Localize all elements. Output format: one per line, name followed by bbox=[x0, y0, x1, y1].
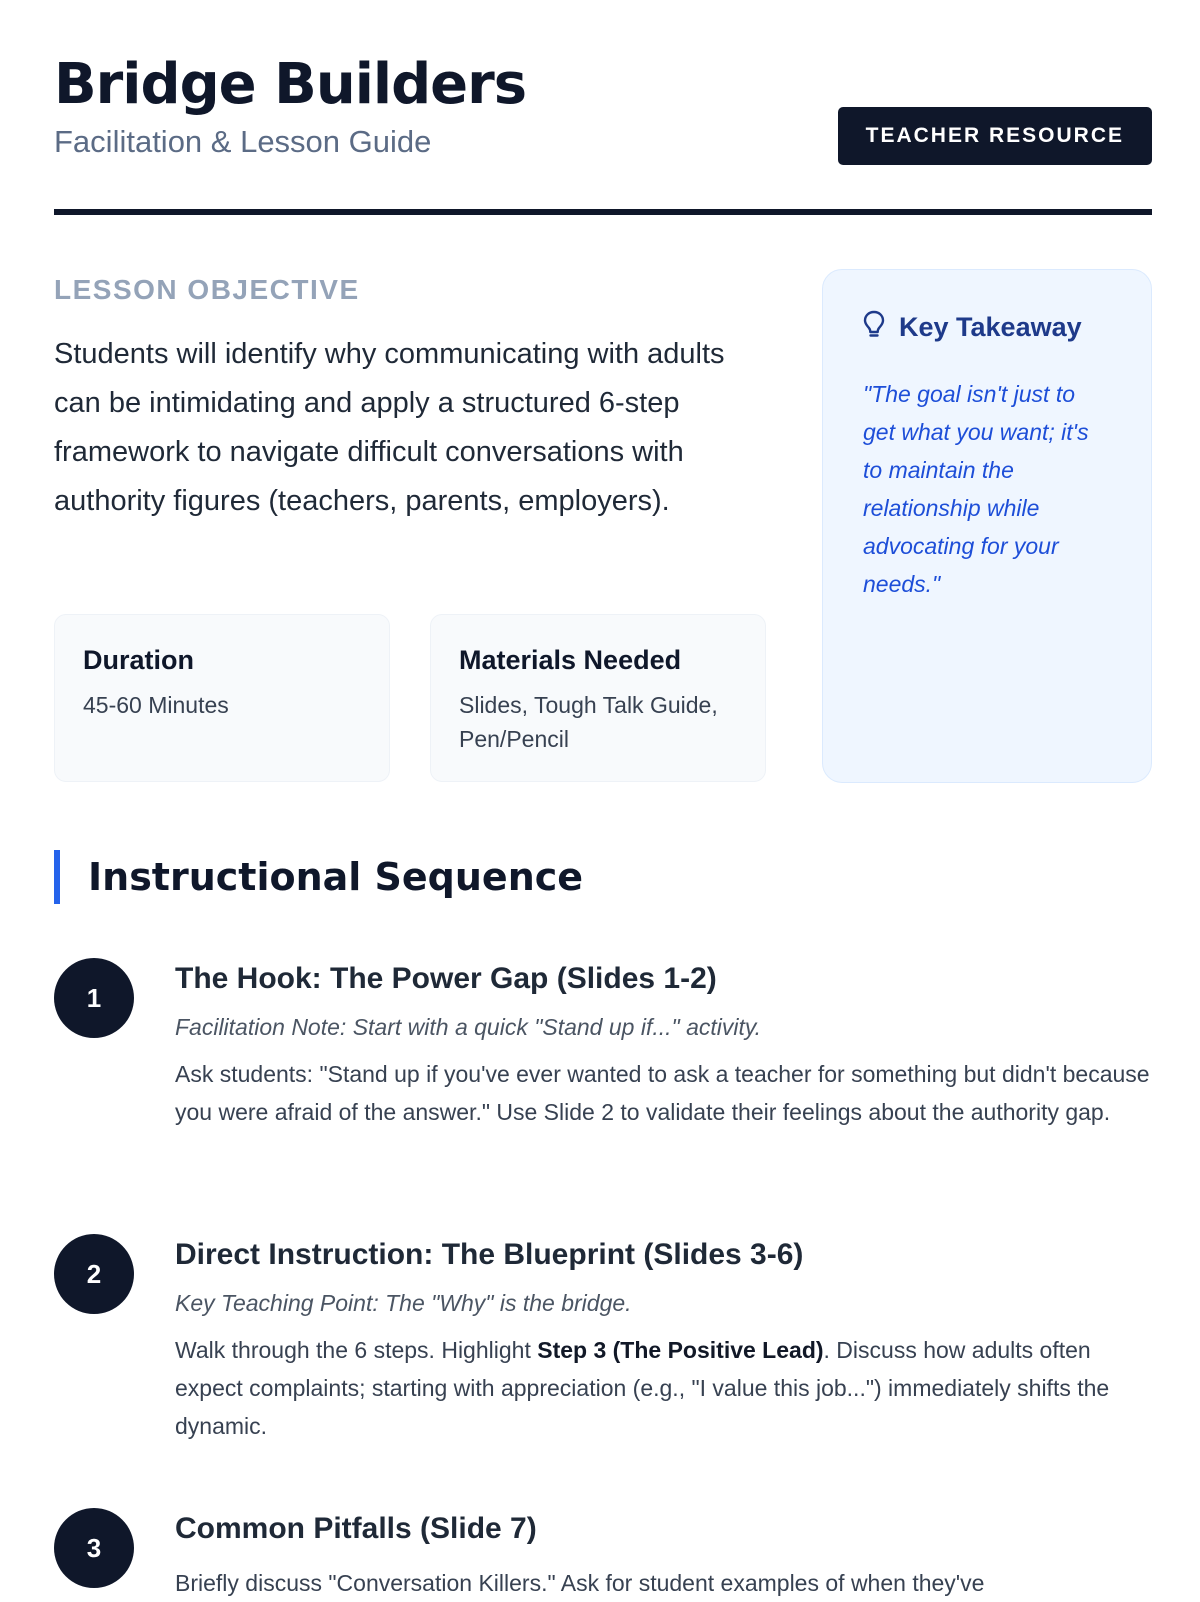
step-text: Ask students: "Stand up if you've ever wanted to ask a teacher for something but didn't because you were afraid of the answer." Use Slide 2 to validate their feelings about the authority gap. bbox=[175, 1061, 1150, 1125]
step-note: Key Teaching Point: The "Why" is the bridge. bbox=[175, 1290, 632, 1316]
section-title: Instructional Sequence bbox=[88, 855, 584, 899]
step-text: Briefly discuss "Conversation Killers." Ask for student examples of when they've bbox=[175, 1570, 985, 1596]
step-number: 3 bbox=[54, 1508, 134, 1588]
step-text-after: . Discuss how adults often expect complaints; starting with appreciation (e.g., "I value this job...") immediately shifts the dynamic. bbox=[175, 1337, 1110, 1439]
takeaway-header bbox=[863, 310, 1111, 345]
materials-value: Slides, Tough Talk Guide, Pen/Pencil bbox=[459, 692, 718, 752]
lightbulb-icon bbox=[863, 310, 885, 345]
step-text-before: Walk through the 6 steps. Highlight bbox=[175, 1337, 538, 1363]
step-number: 2 bbox=[54, 1234, 134, 1314]
objective-label: LESSON OBJECTIVE bbox=[54, 274, 360, 305]
step-body bbox=[175, 958, 1152, 1131]
takeaway-title: Key Takeaway bbox=[899, 312, 1082, 342]
step-body bbox=[175, 1234, 1152, 1445]
lesson-guide-page bbox=[54, 0, 1152, 1596]
takeaway-quote: "The goal isn't just to get what you want; it's to maintain the relationship while advocating for your needs." bbox=[863, 381, 1089, 597]
section-header bbox=[54, 850, 583, 904]
step-note: Facilitation Note: Start with a quick "Stand up if..." activity. bbox=[175, 1014, 762, 1040]
step-number: 1 bbox=[54, 958, 134, 1038]
header-divider bbox=[54, 209, 1152, 215]
step-title: The Hook: The Power Gap (Slides 1-2) bbox=[175, 962, 717, 995]
teacher-resource-badge: TEACHER RESOURCE bbox=[838, 107, 1152, 165]
header bbox=[54, 0, 1152, 215]
key-takeaway-card bbox=[822, 269, 1152, 783]
page-subtitle: Facilitation & Lesson Guide bbox=[54, 124, 432, 159]
step-body bbox=[175, 1508, 1152, 1602]
duration-title: Duration bbox=[83, 645, 194, 675]
step-text-highlight: Step 3 (The Positive Lead) bbox=[537, 1337, 824, 1363]
materials-title: Materials Needed bbox=[459, 645, 682, 675]
page-title: Bridge Builders bbox=[54, 52, 527, 117]
duration-card bbox=[54, 614, 390, 782]
duration-value: 45-60 Minutes bbox=[83, 692, 229, 718]
step-text bbox=[175, 1331, 1152, 1445]
materials-card bbox=[430, 614, 766, 782]
objective-text: Students will identify why communicating with adults can be intimidating and apply a structured 6-step framework to navigate difficult conversations with authority figures (teachers, parents, employers). bbox=[54, 338, 725, 517]
step-title: Common Pitfalls (Slide 7) bbox=[175, 1512, 537, 1545]
step-title: Direct Instruction: The Blueprint (Slides 3-6) bbox=[175, 1238, 804, 1271]
